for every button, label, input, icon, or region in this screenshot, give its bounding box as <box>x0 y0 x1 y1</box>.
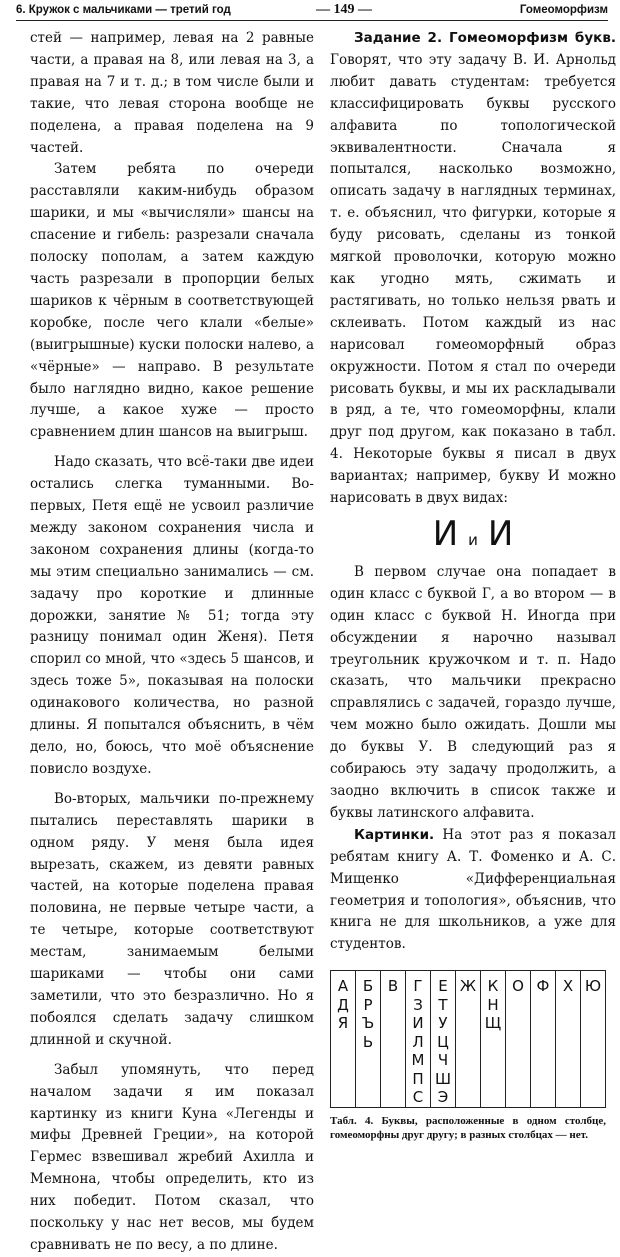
letter-cell: И <box>412 1014 424 1033</box>
letter-i-variant-1: И <box>432 513 459 554</box>
paragraph: Забыл упомянуть, что перед началом задачи я им показал картинку из книги Куна «Легенды и мифы Древней Греции», на которой Гермес взвешивал жребий Ахилла и Мемнона, чтобы определить, кто из них победит. Потом сказал, что поскольку у нас нет весов, мы будем сравнивать не по весу, а по длине. <box>30 1061 314 1253</box>
letter-cell: Ь <box>362 1032 374 1051</box>
letter-cell: Щ <box>484 1014 502 1033</box>
letter-column <box>456 971 481 1108</box>
letter-cell: Т <box>438 995 448 1014</box>
letter-cell: Ш <box>434 1069 452 1088</box>
letter-column <box>356 971 381 1108</box>
page-number: — 149 — <box>316 2 372 17</box>
task-paragraph <box>330 28 616 510</box>
letter-cell: Ъ <box>361 1014 375 1033</box>
letter-cell: В <box>387 977 399 996</box>
letter-cell: Б <box>362 977 374 996</box>
letter-cell: Ф <box>536 977 550 996</box>
pictures-text: На этот раз я показал ребятам книгу А. Т. Фоменко и А. С. Мищенко «Дифференциальная геометрия и топология», объяснив, что книга не для школьников, а уже для студентов. <box>330 826 617 953</box>
letter-cell: Я <box>337 1014 349 1033</box>
letter-cell: Е <box>438 977 448 996</box>
letter-i-variant-2: И <box>487 513 514 554</box>
chapter-title: 6. Кружок с мальчиками — третий год <box>16 4 231 16</box>
letter-cell: П <box>412 1069 424 1088</box>
letter-column <box>331 971 356 1108</box>
letter-column <box>406 971 431 1108</box>
letter-cell: Э <box>437 1088 449 1107</box>
left-column <box>30 28 314 1257</box>
running-header <box>16 4 608 21</box>
paragraph: Надо сказать, что всё-таки две идеи остались слегка туманными. Во-первых, Петя ещё не усвоил различие между законом сохранения числа и законом сохранения длины (когда-то мы этим специально занимались — см. задачу про короткие и длинные дорожки, занятие № 51; тогда эту разницу понимал один Женя). Петя спорил со мной, что «здесь 5 шансов, и здесь тоже 5», показывая на полоски одинакового количества, но разной длины. Я попытался объяснить, в чём дело, но, боюсь, что моё объяснение повисло воздухе. <box>30 454 314 777</box>
letter-cell: Ч <box>437 1051 449 1070</box>
letter-column <box>431 971 456 1108</box>
right-column <box>330 28 616 1143</box>
letter-cell: Р <box>363 995 373 1014</box>
letter-column <box>531 971 556 1108</box>
letter-variants <box>330 513 616 556</box>
letter-cell: О <box>512 977 524 996</box>
letter-table <box>330 970 606 1108</box>
letter-cell: У <box>438 1014 448 1033</box>
letter-cell: Ц <box>437 1032 449 1051</box>
letter-cell: Н <box>487 995 499 1014</box>
letter-table-row <box>331 971 606 1108</box>
letter-column <box>581 971 606 1108</box>
letter-cell: З <box>413 995 423 1014</box>
letter-cell: Ю <box>584 977 602 996</box>
task-heading: Задание 2. Гомеоморфизм букв. <box>354 30 616 46</box>
pictures-heading: Картинки. <box>354 826 435 843</box>
letter-column <box>556 971 581 1108</box>
letter-cell: М <box>411 1051 425 1070</box>
letter-cell: Х <box>562 977 574 996</box>
letter-cell: А <box>337 977 349 996</box>
table-caption: Табл. 4. Буквы, расположенные в одном столбце, гомеоморфны друг другу; в разных столбцах — нет. <box>330 1114 606 1142</box>
letter-column <box>481 971 506 1108</box>
letter-cell: Ж <box>459 977 477 996</box>
letter-cell: Д <box>337 995 349 1014</box>
letter-column <box>381 971 406 1108</box>
letter-column <box>506 971 531 1108</box>
letter-cell: Г <box>413 977 423 996</box>
conjunction: и <box>468 530 478 549</box>
task-text: Говорят, что эту задачу В. И. Арнольд любит давать студентам: требуется классифицировать буквы русского алфавита по топологической эквивалентности. Сначала я попытался, насколько возможно, описать задачу в наглядных терминах, т. е. объяснил, что фигурки, которые я буду рисовать, сделаны из тонкой мягкой проволочки, которую можно как угодно мять, сжимать и растягивать, но только нельзя рвать и склеивать. Потом каждый из нас нарисовал гомеоморфный образ окружности. Потом я стал по очереди рисовать буквы, и мы их раскладывали в ряд, а те, что гомеоморфны, клали друг под другом, как показано в табл. 4. Некоторые буквы я писал в двух вариантах; например, букву И можно нарисовать в двух видах: <box>330 51 616 507</box>
paragraph: стей — например, левая на 2 равные части, а правая на 8, или левая на 3, а правая на 7 и т. д.; в том числе были и такие, что левая сторона вообще не поделена, а правая поделена на 9 частей. <box>30 30 314 156</box>
section-title: Гомеоморфизм <box>519 4 608 16</box>
letter-cell: С <box>412 1088 424 1107</box>
letter-cell: К <box>487 977 499 996</box>
pictures-paragraph <box>330 825 616 956</box>
paragraph: Затем ребята по очереди расставляли каким-нибудь образом шарики, и мы «вычисляли» шансы на спасение и гибель: разрезали сначала полоску пополам, а затем каждую часть разрезали в пропорции белых шариков к чёрным в соответствующей коробке, после чего клали «белые» (выигрышные) куски полоски налево, а «чёрные» — направо. В результате было наглядно видно, какое решение лучше, а какое хуже — просто сравнением длин шансов на выигрыш. <box>30 161 314 441</box>
paragraph: В первом случае она попадает в один класс с буквой Г, а во втором — в один класс с буквой Н. Иногда при обсуждении я нарочно называл треугольник кружочком и т. п. Надо сказать, что мальчики прекрасно справлялись с задачей, гораздо лучше, чем можно было ожидать. Дошли мы до буквы У. В следующий раз я собираюсь эту задачу продолжить, а заодно включить в список также и буквы латинского алфавита. <box>330 563 616 821</box>
paragraph: Во-вторых, мальчики по-прежнему пытались переставлять шарики в одном ряду. У меня была идея вырезать, скажем, из девяти равных частей, на которые поделена правая половина, не первые четыре части, а те четыре, которые соответствуют местам, занимаемым белыми шариками — чтобы они сами заметили, что это безразлично. Но я побоялся сделать задачу слишком длинной и скучной. <box>30 790 314 1048</box>
letter-cell: Л <box>412 1032 424 1051</box>
